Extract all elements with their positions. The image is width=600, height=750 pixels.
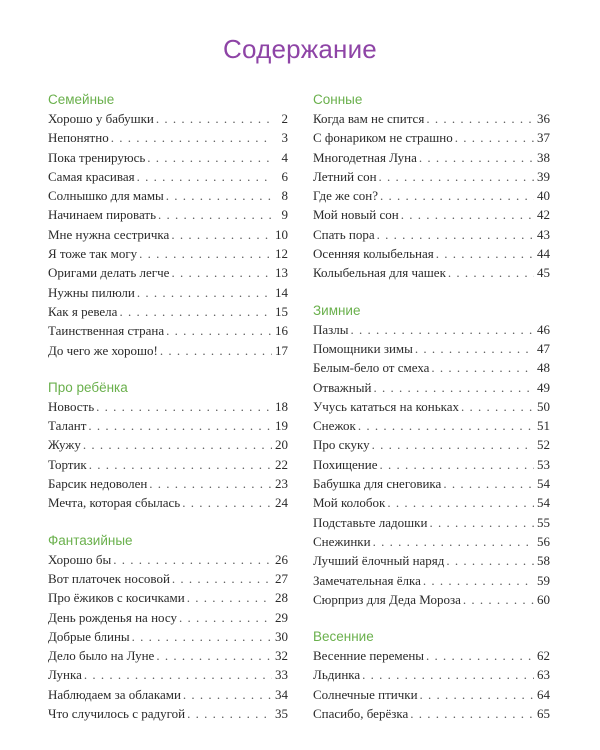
dot-leader <box>420 685 534 704</box>
toc-entry[interactable] <box>313 435 550 454</box>
dot-leader <box>358 416 534 435</box>
entry-title: Вот платочек носовой <box>48 570 170 586</box>
dot-leader <box>166 186 272 205</box>
toc-entry[interactable] <box>48 167 288 186</box>
dot-leader <box>426 646 534 665</box>
toc-entry[interactable] <box>313 263 550 282</box>
toc-entry[interactable] <box>313 167 550 186</box>
entry-title: Когда вам не спится <box>313 111 425 126</box>
entry-page-number: 46 <box>537 321 550 337</box>
toc-entry[interactable] <box>48 455 288 474</box>
entry-page-number: 13 <box>275 265 288 281</box>
dot-leader <box>171 263 272 282</box>
toc-entry[interactable] <box>313 590 550 609</box>
dot-leader <box>426 109 534 128</box>
entry-title: Похищение <box>313 456 378 472</box>
entry-title: Самая красивая <box>48 168 135 184</box>
entry-title: Лучший ёлочный наряд <box>313 553 445 569</box>
toc-entry[interactable] <box>313 225 550 244</box>
toc-entry[interactable] <box>48 685 288 704</box>
entry-title: Сюрприз для Деда Мороза <box>313 591 461 607</box>
entry-page-number: 16 <box>275 323 288 339</box>
dot-leader <box>429 513 534 532</box>
toc-entry[interactable] <box>313 493 550 512</box>
dot-leader <box>446 551 534 570</box>
entry-title: Летний сон <box>313 168 377 184</box>
entry-page-number: 36 <box>537 111 550 126</box>
toc-entry[interactable] <box>48 588 288 607</box>
entry-page-number: 32 <box>275 648 288 664</box>
entry-title: Пока тренируюсь <box>48 149 146 165</box>
dot-leader <box>380 455 535 474</box>
dot-leader <box>139 244 272 263</box>
dot-leader <box>423 571 534 590</box>
entry-page-number: 51 <box>537 418 550 434</box>
entry-title: Нужны пилюли <box>48 284 135 300</box>
dot-leader <box>88 416 272 435</box>
toc-entry[interactable] <box>48 646 288 665</box>
entry-page-number: 3 <box>281 130 288 146</box>
dot-leader <box>137 167 272 186</box>
entry-page-number: 27 <box>275 570 288 586</box>
toc-entry[interactable] <box>48 244 288 263</box>
entry-page-number: 53 <box>537 456 550 472</box>
entry-page-number: 49 <box>537 379 550 395</box>
entry-page-number: 22 <box>275 456 288 472</box>
entry-page-number: 52 <box>537 437 550 453</box>
dot-leader <box>379 167 534 186</box>
entry-title: Белым-бело от смеха <box>313 360 430 376</box>
toc-column-right <box>313 90 550 723</box>
entry-page-number: 12 <box>275 246 288 262</box>
entry-page-number: 47 <box>537 340 550 356</box>
entry-title: Таинственная страна <box>48 323 165 339</box>
entry-page-number: 63 <box>537 667 550 683</box>
dot-leader <box>182 493 272 512</box>
toc-entry[interactable] <box>48 283 288 302</box>
entry-title: Мечта, которая сбылась <box>48 495 181 511</box>
entry-page-number: 38 <box>537 149 550 165</box>
entry-title: Новость <box>48 398 95 414</box>
toc-entry[interactable] <box>48 128 288 147</box>
entry-title: Про скуку <box>313 437 370 453</box>
entry-title: Мне нужна сестричка <box>48 226 170 242</box>
dot-leader <box>179 608 272 627</box>
entry-title: Снежок <box>313 418 356 434</box>
entry-title: Дело было на Луне <box>48 648 155 664</box>
entry-title: Спасибо, берёзка <box>313 706 409 722</box>
toc-entry[interactable] <box>313 397 550 416</box>
entry-page-number: 60 <box>537 591 550 607</box>
toc-entry[interactable] <box>313 455 550 474</box>
section-title: Про ребёнка <box>48 379 128 395</box>
toc-entry[interactable] <box>48 665 288 684</box>
entry-page-number: 17 <box>275 342 288 358</box>
toc-entry[interactable] <box>313 571 550 590</box>
dot-leader <box>156 646 272 665</box>
toc-entry[interactable] <box>48 109 288 128</box>
dot-leader <box>461 397 534 416</box>
entry-title: Помощники зимы <box>313 340 413 356</box>
entry-page-number: 18 <box>275 398 288 414</box>
dot-leader <box>436 244 534 263</box>
entry-title: Колыбельная для чашек <box>313 265 446 281</box>
dot-leader <box>377 225 534 244</box>
entry-page-number: 54 <box>537 476 550 492</box>
entry-page-number: 15 <box>275 303 288 319</box>
toc-entry[interactable] <box>313 109 550 128</box>
entry-page-number: 33 <box>275 667 288 683</box>
dot-leader <box>119 302 272 321</box>
entry-page-number: 34 <box>275 686 288 702</box>
entry-title: Тортик <box>48 456 87 472</box>
toc-entry[interactable] <box>48 341 288 360</box>
toc-section <box>313 627 550 723</box>
entry-page-number: 35 <box>275 706 288 722</box>
entry-title: До чего же хорошо! <box>48 342 158 358</box>
toc-entry[interactable] <box>313 704 550 723</box>
toc-entry[interactable] <box>48 397 288 416</box>
dot-leader <box>160 341 272 360</box>
entry-title: Снежинки <box>313 533 371 549</box>
dot-leader <box>166 321 272 340</box>
entry-title: Осенняя колыбельная <box>313 246 434 262</box>
dot-leader <box>96 397 272 416</box>
toc-entry[interactable] <box>313 128 550 147</box>
entry-title: Как я ревела <box>48 303 118 319</box>
entry-page-number: 23 <box>275 476 288 492</box>
toc-entry[interactable] <box>313 646 550 665</box>
entry-page-number: 58 <box>537 553 550 569</box>
toc-entry[interactable] <box>48 225 288 244</box>
entry-page-number: 64 <box>537 686 550 702</box>
dot-leader <box>111 128 272 147</box>
toc-section <box>48 378 288 513</box>
dot-leader <box>156 109 272 128</box>
entry-title: Бабушка для снеговика <box>313 476 442 492</box>
entry-page-number: 65 <box>537 706 550 722</box>
toc-entry[interactable] <box>48 608 288 627</box>
toc-entry[interactable] <box>48 321 288 340</box>
dot-leader <box>410 704 534 723</box>
entry-title: Начинаем пировать <box>48 207 157 223</box>
entry-page-number: 50 <box>537 398 550 414</box>
entry-page-number: 55 <box>537 514 550 530</box>
dot-leader <box>89 455 272 474</box>
entry-title: Пазлы <box>313 321 349 337</box>
entry-page-number: 42 <box>537 207 550 223</box>
dot-leader <box>362 665 534 684</box>
entry-page-number: 59 <box>537 572 550 588</box>
entry-page-number: 10 <box>275 226 288 242</box>
entry-page-number: 26 <box>275 551 288 567</box>
toc-entry[interactable] <box>48 416 288 435</box>
entry-title: Что случилось с радугой <box>48 706 186 722</box>
toc-entry[interactable] <box>48 550 288 569</box>
dot-leader <box>137 283 272 302</box>
entry-title: Многодетная Луна <box>313 149 417 165</box>
toc-entry[interactable] <box>48 704 288 723</box>
entry-page-number: 56 <box>537 533 550 549</box>
toc-entry[interactable] <box>313 205 550 224</box>
toc-entry[interactable] <box>48 474 288 493</box>
entry-page-number: 9 <box>281 207 288 223</box>
entry-title: Учусь кататься на коньках <box>313 398 460 414</box>
entry-title: Замечательная ёлка <box>313 572 421 588</box>
toc-entry[interactable] <box>48 302 288 321</box>
section-title: Сонные <box>313 92 363 107</box>
entry-page-number: 19 <box>275 418 288 434</box>
dot-leader <box>372 435 534 454</box>
dot-leader <box>84 665 272 684</box>
dot-leader <box>373 378 534 397</box>
entry-title: Спать пора <box>313 226 375 242</box>
entry-title: Отважный <box>313 379 372 395</box>
dot-leader <box>187 588 272 607</box>
toc-entry[interactable] <box>48 493 288 512</box>
entry-page-number: 30 <box>275 628 288 644</box>
toc-entry[interactable] <box>48 569 288 588</box>
toc-entry[interactable] <box>313 416 550 435</box>
entry-page-number: 14 <box>275 284 288 300</box>
entry-title: Лунка <box>48 667 82 683</box>
dot-leader <box>463 590 534 609</box>
toc-entry[interactable] <box>313 244 550 263</box>
entry-title: Жужу <box>48 437 81 453</box>
dot-leader <box>448 263 534 282</box>
dot-leader <box>158 205 272 224</box>
entry-title: С фонариком не страшно <box>313 130 453 146</box>
entry-title: Непонятно <box>48 130 109 146</box>
entry-title: Мой новый сон <box>313 207 399 223</box>
entry-title: Мой колобок <box>313 495 386 511</box>
toc-entry[interactable] <box>313 665 550 684</box>
section-title: Семейные <box>48 92 115 107</box>
toc-entry[interactable] <box>313 551 550 570</box>
entry-page-number: 20 <box>275 437 288 453</box>
entry-page-number: 54 <box>537 495 550 511</box>
entry-title: Подставьте ладошки <box>313 514 428 530</box>
entry-title: Барсик недоволен <box>48 476 148 492</box>
toc-entry[interactable] <box>313 532 550 551</box>
dot-leader <box>443 474 534 493</box>
dot-leader <box>401 205 534 224</box>
entry-page-number: 44 <box>537 246 550 262</box>
dot-leader <box>455 128 534 147</box>
dot-leader <box>380 186 534 205</box>
entry-page-number: 29 <box>275 609 288 625</box>
entry-page-number: 62 <box>537 648 550 664</box>
section-title: Зимние <box>313 302 361 318</box>
entry-title: Про ёжиков с косичками <box>48 590 185 606</box>
dot-leader <box>183 685 272 704</box>
toc-entry[interactable] <box>313 474 550 493</box>
dot-leader <box>113 550 272 569</box>
dot-leader <box>187 704 272 723</box>
entry-page-number: 6 <box>281 168 288 184</box>
toc-entry[interactable] <box>313 148 550 167</box>
entry-title: Наблюдаем за облаками <box>48 686 181 702</box>
entry-title: Солнечные птички <box>313 686 418 702</box>
toc-section <box>48 90 288 360</box>
entry-page-number: 2 <box>281 111 288 126</box>
toc-section <box>313 301 550 609</box>
toc-entry[interactable] <box>48 263 288 282</box>
entry-title: Добрые блины <box>48 628 130 644</box>
toc-entry[interactable] <box>48 186 288 205</box>
dot-leader <box>132 627 272 646</box>
entry-title: Весенние перемены <box>313 648 425 664</box>
dot-leader <box>172 569 272 588</box>
entry-title: Где же сон? <box>313 188 378 204</box>
dot-leader <box>373 532 534 551</box>
toc-entry[interactable] <box>48 627 288 646</box>
toc-entry[interactable] <box>313 378 550 397</box>
entry-page-number: 40 <box>537 188 550 204</box>
entry-page-number: 8 <box>281 188 288 204</box>
entry-title: Хорошо у бабушки <box>48 111 154 126</box>
entry-page-number: 45 <box>537 265 550 281</box>
section-title: Весенние <box>313 629 374 645</box>
toc-entry[interactable] <box>313 339 550 358</box>
entry-title: Хорошо бы <box>48 551 112 567</box>
entry-title: Я тоже так могу <box>48 246 138 262</box>
toc-entry[interactable] <box>313 513 550 532</box>
toc-entry[interactable] <box>48 148 288 167</box>
toc-entry[interactable] <box>48 435 288 454</box>
toc-column-left <box>48 90 288 723</box>
dot-leader <box>149 474 272 493</box>
toc-entry[interactable] <box>313 320 550 339</box>
toc-entry[interactable] <box>313 186 550 205</box>
dot-leader <box>387 493 534 512</box>
dot-leader <box>351 320 534 339</box>
toc-section <box>48 531 288 724</box>
section-title: Фантазийные <box>48 532 133 548</box>
dot-leader <box>415 339 534 358</box>
dot-leader <box>171 225 272 244</box>
toc-entry[interactable] <box>313 358 550 377</box>
entry-title: Льдинка <box>313 667 361 683</box>
entry-page-number: 43 <box>537 226 550 242</box>
toc-entry[interactable] <box>313 685 550 704</box>
dot-leader <box>431 358 534 377</box>
entry-title: Талант <box>48 418 87 434</box>
entry-page-number: 37 <box>537 130 550 146</box>
entry-page-number: 48 <box>537 360 550 376</box>
dot-leader <box>83 435 272 454</box>
entry-title: Солнышко для мамы <box>48 188 164 204</box>
entry-title: День рожденья на носу <box>48 609 177 625</box>
dot-leader <box>419 148 534 167</box>
entry-page-number: 39 <box>537 168 550 184</box>
entry-title: Оригами делать легче <box>48 265 170 281</box>
dot-leader <box>147 148 272 167</box>
toc-entry[interactable] <box>48 205 288 224</box>
toc-section <box>313 90 550 283</box>
entry-page-number: 4 <box>281 149 288 165</box>
page-title: Содержание <box>223 34 377 64</box>
entry-page-number: 24 <box>275 495 288 511</box>
entry-page-number: 28 <box>275 590 288 606</box>
